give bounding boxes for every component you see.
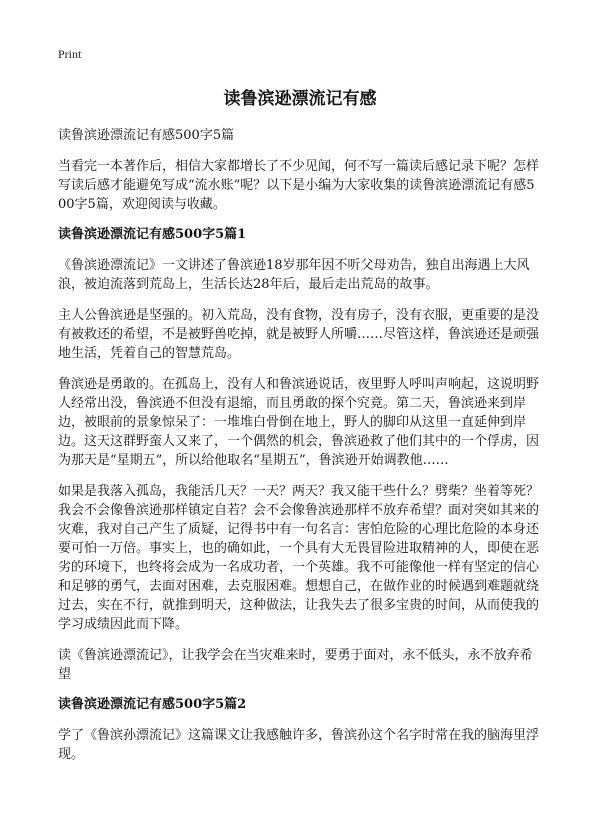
section1-paragraph-1: 《鲁滨逊漂流记》一文讲述了鲁滨逊18岁那年因不听父母劝告，独自出海遇上大风浪，被迫流落到荒岛上，生活长达28年后，最后走出荒岛的故事。 [58,258,530,292]
section1-paragraph-3: 鲁滨逊是勇敢的。在孤岛上，没有人和鲁滨逊说话，夜里野人呼叫声响起，这说明野人经常出没，鲁滨逊不但没有退缩，而且勇敢的探个究竟。第二天，鲁滨逊来到岸边，被眼前的景象惊呆了：一堆堆白骨倒在地上，野人的脚印从这里一直延伸到岸边。这天这群野蛮人又来了，一个偶然的机会，鲁滨逊救了他们其中的一个俘虏，因为那天是“星期五”，所以给他取名“星期五”，鲁滨逊开始调教他…… [58,377,540,468]
section-heading-2: 读鲁滨逊漂流记有感500字5篇2 [58,697,247,712]
section1-paragraph-5: 读《鲁滨逊漂流记》，让我学会在当灾难来时，要勇于面对，永不低头，永不放弃希望 [58,648,533,682]
section1-paragraph-4: 如果是我落入孤岛，我能活几天？一天？两天？我又能干些什么？劈柴？坐着等死？我会不会像鲁滨逊那样镇定自若？会不会像鲁滨逊那样不放弃希望？面对突如其来的灾难，我对自己产生了质疑，记得书中有一句名言：害怕危险的心理比危险的本身还要可怕一万倍。事实上，也的确如此，一个具有大无畏冒险进取精神的人，即使在恶劣的环境下，也终将会成为一名成功者，一个英雄。我不可能像他一样有坚定的信心和足够的勇气，去面对困难，去克服困难。想想自己，在做作业的时候遇到难题就绕过去，实在不行，就推到明天，这种做法，让我失去了很多宝贵的时间，从而使我的学习成绩因此而下降。 [58,484,540,632]
section-heading-1: 读鲁滨逊漂流记有感500字5篇1 [58,227,247,242]
section1-paragraph-2: 主人公鲁滨逊是坚强的。初入荒岛，没有食物，没有房子，没有衣服，更重要的是没有被救还的希望，不是被野兽吃掉，就是被野人所嚼……尽管这样，鲁滨逊还是顽强地生活，凭着自己的智慧荒岛。 [58,308,540,361]
print-label[interactable]: Print [58,47,82,61]
document-subtitle: 读鲁滨逊漂流记有感500字5篇 [58,128,235,143]
page-title: 读鲁滨逊漂流记有感 [223,89,377,109]
section2-paragraph-1: 学了《鲁滨孙漂流记》这篇课文让我感触许多，鲁滨孙这个名字时常在我的脑海里浮现。 [58,728,540,762]
intro-paragraph: 当看完一本著作后，相信大家都增长了不少见闻，何不写一篇读后感记录下呢？怎样写读后感才能避免写成“流水账”呢？以下是小编为大家收集的读鲁滨逊漂流记有感500字5篇，欢迎阅读与收藏。 [58,159,540,212]
